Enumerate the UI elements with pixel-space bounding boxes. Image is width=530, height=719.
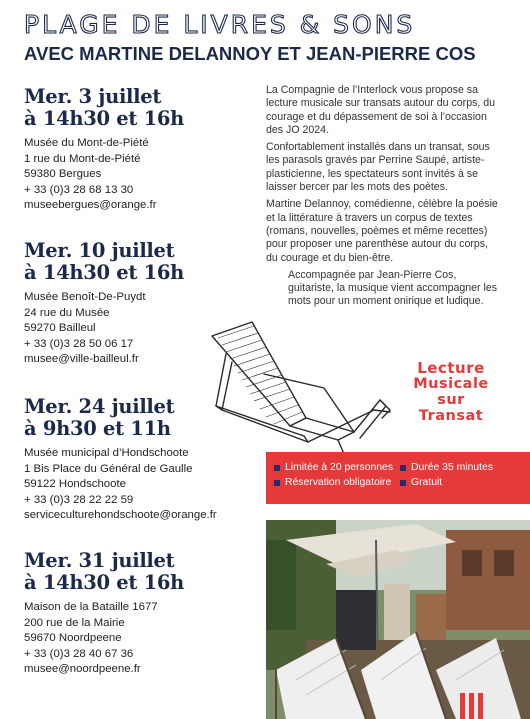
description-paragraph: Martine Delannoy, comédienne, célèbre la poésie et la littérature à travers un corpus de textes (romans, nouvelles, poèmes et même recettes) pour proposer une parenthèse autour du corps, du courage et du bien-être. [266,198,498,264]
event-venue: Musée du Mont-de-Piété [24,137,149,149]
stamp-line: Musicale [413,376,489,392]
description-text [266,84,498,313]
event-venue: Musée municipal d’Hondschoote [24,447,189,459]
description-paragraph: La Compagnie de l’Interlock vous propose sa lecture musicale sur transats autour du corps, du courage et du dépassement de soi à l’occasion des JO 2024. [266,84,496,136]
event-date-line1: Mer. 24 juillet [24,395,175,418]
info-item: Limitée à 20 personnes [285,462,394,473]
event-date-line2: à 14h30 et 16h [24,261,184,284]
event-date-line1: Mer. 31 juillet [24,549,175,572]
event-phone: + 33 (0)3 28 68 13 30 [24,183,134,196]
info-box [266,452,530,504]
square-bullet-icon [400,465,406,471]
event-info [24,600,254,678]
info-item: Durée 35 minutes [411,462,494,473]
info-item: Gratuit [411,477,443,488]
deck-chair-illustration [204,314,404,459]
event-address: 200 rue de la Mairie [24,616,125,629]
event-email[interactable]: serviceculturehondschoote@orange.fr [24,509,217,521]
square-bullet-icon [400,480,406,486]
event-date-line1: Mer. 10 juillet [24,239,175,262]
event-date-line2: à 14h30 et 16h [24,107,184,130]
event-email[interactable]: museebergues@orange.fr [24,199,157,211]
event-date-line2: à 14h30 et 16h [24,571,184,594]
red-bars-icon [458,691,486,719]
description-paragraph: Confortablement installés dans un transat, sous les parasols gravés par Perrine Saupé, artiste-plasticienne, les spectateurs sont invités à se laisser bercer par les mots des poètes. [266,141,490,194]
page-title: PLAGE DE LIVRES & SONS [24,10,416,39]
description-paragraph: Accompagnée par Jean-Pierre Cos, guitariste, la musique vient accompagner les mots pour un moment onirique et ludique. [288,268,498,308]
event-phone: + 33 (0)3 28 22 22 59 [24,493,134,506]
event-date [24,550,254,594]
event-address: 24 rue du Musée [24,306,110,319]
event-city: 59380 Bergues [24,168,102,180]
event-email[interactable]: musee@noordpeene.fr [24,663,141,675]
event-block [24,86,254,214]
event-venue: Musée Benoît-De-Puydt [24,291,146,303]
event-email[interactable]: musee@ville-bailleul.fr [24,353,139,365]
event-photo [266,520,530,719]
square-bullet-icon [274,465,280,471]
stamp-line: Transat [418,408,484,424]
event-date-line2: à 9h30 et 11h [24,417,171,440]
page-subtitle: AVEC MARTINE DELANNOY ET JEAN-PIERRE COS [24,43,476,64]
event-phone: + 33 (0)3 28 50 06 17 [24,337,134,350]
event-venue: Maison de la Bataille 1677 [24,601,158,613]
stamp-line: Lecture [417,359,485,377]
event-city: 59670 Noordpeene [24,632,122,644]
event-date-line1: Mer. 3 juillet [24,85,162,108]
event-phone: + 33 (0)3 28 40 67 36 [24,647,134,660]
stamp-line: sur [437,392,465,408]
event-address: 1 Bis Place du Général de Gaulle [24,462,193,475]
event-date [24,240,254,284]
event-city: 59122 Hondschoote [24,478,126,490]
event-date [24,86,254,130]
square-bullet-icon [274,480,280,486]
event-address: 1 rue du Mont-de-Piété [24,152,141,165]
stamp-heading [396,360,506,424]
event-block [24,550,254,678]
info-item: Réservation obligatoire [285,477,392,488]
event-city: 59270 Bailleul [24,322,96,334]
event-info [24,136,254,214]
